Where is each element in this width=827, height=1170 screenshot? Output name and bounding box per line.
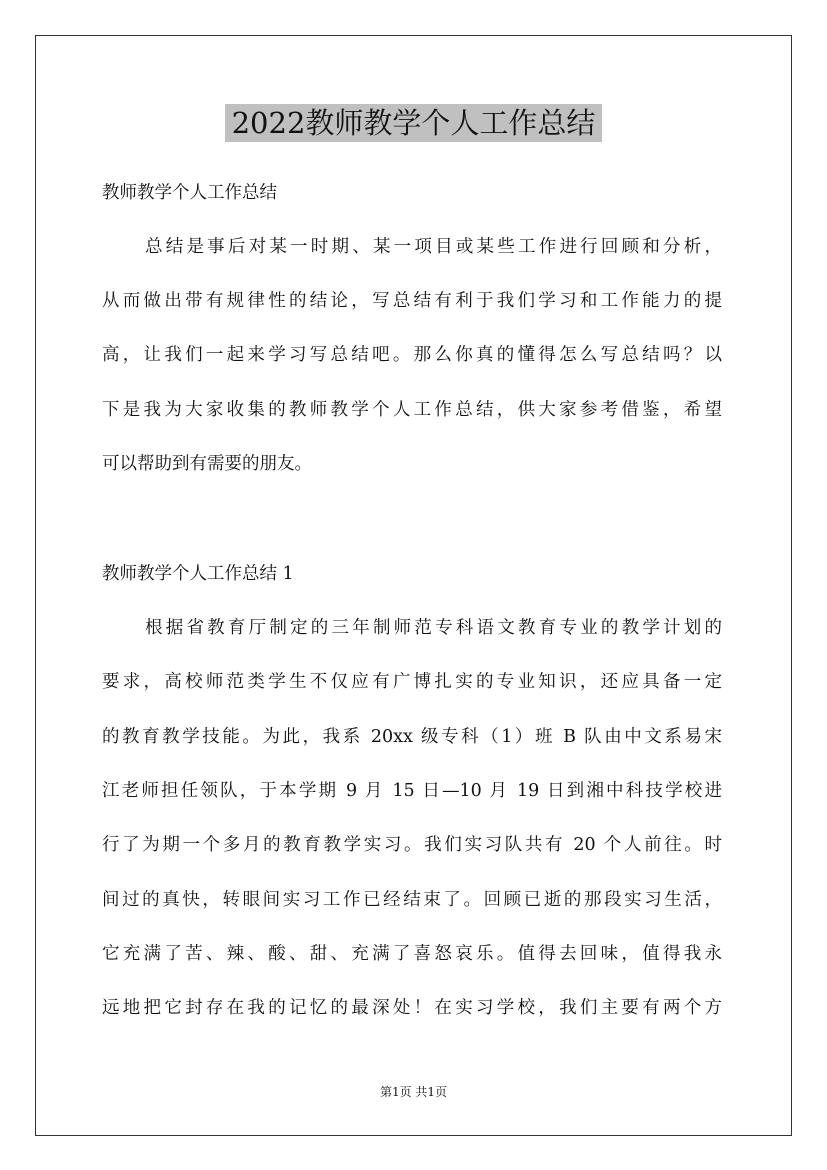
body-line: 间过的真快，转眼间实习工作已经结束了。回顾已逝的那段实习生活， (102, 890, 722, 910)
body-line: 远地把它封存在我的记忆的最深处！在实习学校，我们主要有两个方 (102, 998, 722, 1018)
subtitle: 教师教学个人工作总结 (102, 183, 277, 203)
body-line: 行了为期一个多月的教育教学实习。我们实习队共有 20 个人前往。时 (102, 835, 722, 855)
body-line: 它充满了苦、辣、酸、甜、充满了喜怒哀乐。值得去回味，值得我永 (102, 944, 722, 964)
body-line: 江老师担任领队，于本学期 9 月 15 日—10 月 19 日到湘中科技学校进 (102, 781, 722, 801)
body-line: 要求，高校师范类学生不仅应有广博扎实的专业知识，还应具备一定 (102, 672, 722, 692)
intro-line: 总结是事后对某一时期、某一项目或某些工作进行回顾和分析， (145, 237, 722, 257)
page-footer: 第1页 共1页 (379, 1085, 448, 1099)
intro-line: 下是我为大家收集的教师教学个人工作总结，供大家参考借鉴，希望 (102, 400, 722, 420)
document-title: 2022教师教学个人工作总结 (225, 104, 602, 142)
intro-line: 高，让我们一起来学习写总结吧。那么你真的懂得怎么写总结吗？以 (102, 345, 722, 365)
body-line: 的教育教学技能。为此，我系 20xx 级专科（1）班 B 队由中文系易宋 (102, 727, 722, 747)
intro-line: 可以帮助到有需要的朋友。 (102, 454, 312, 474)
section-heading: 教师教学个人工作总结 1 (102, 564, 294, 584)
body-line: 根据省教育厅制定的三年制师范专科语文教育专业的教学计划的 (145, 618, 722, 638)
intro-line: 从而做出带有规律性的结论，写总结有利于我们学习和工作能力的提 (102, 291, 722, 311)
